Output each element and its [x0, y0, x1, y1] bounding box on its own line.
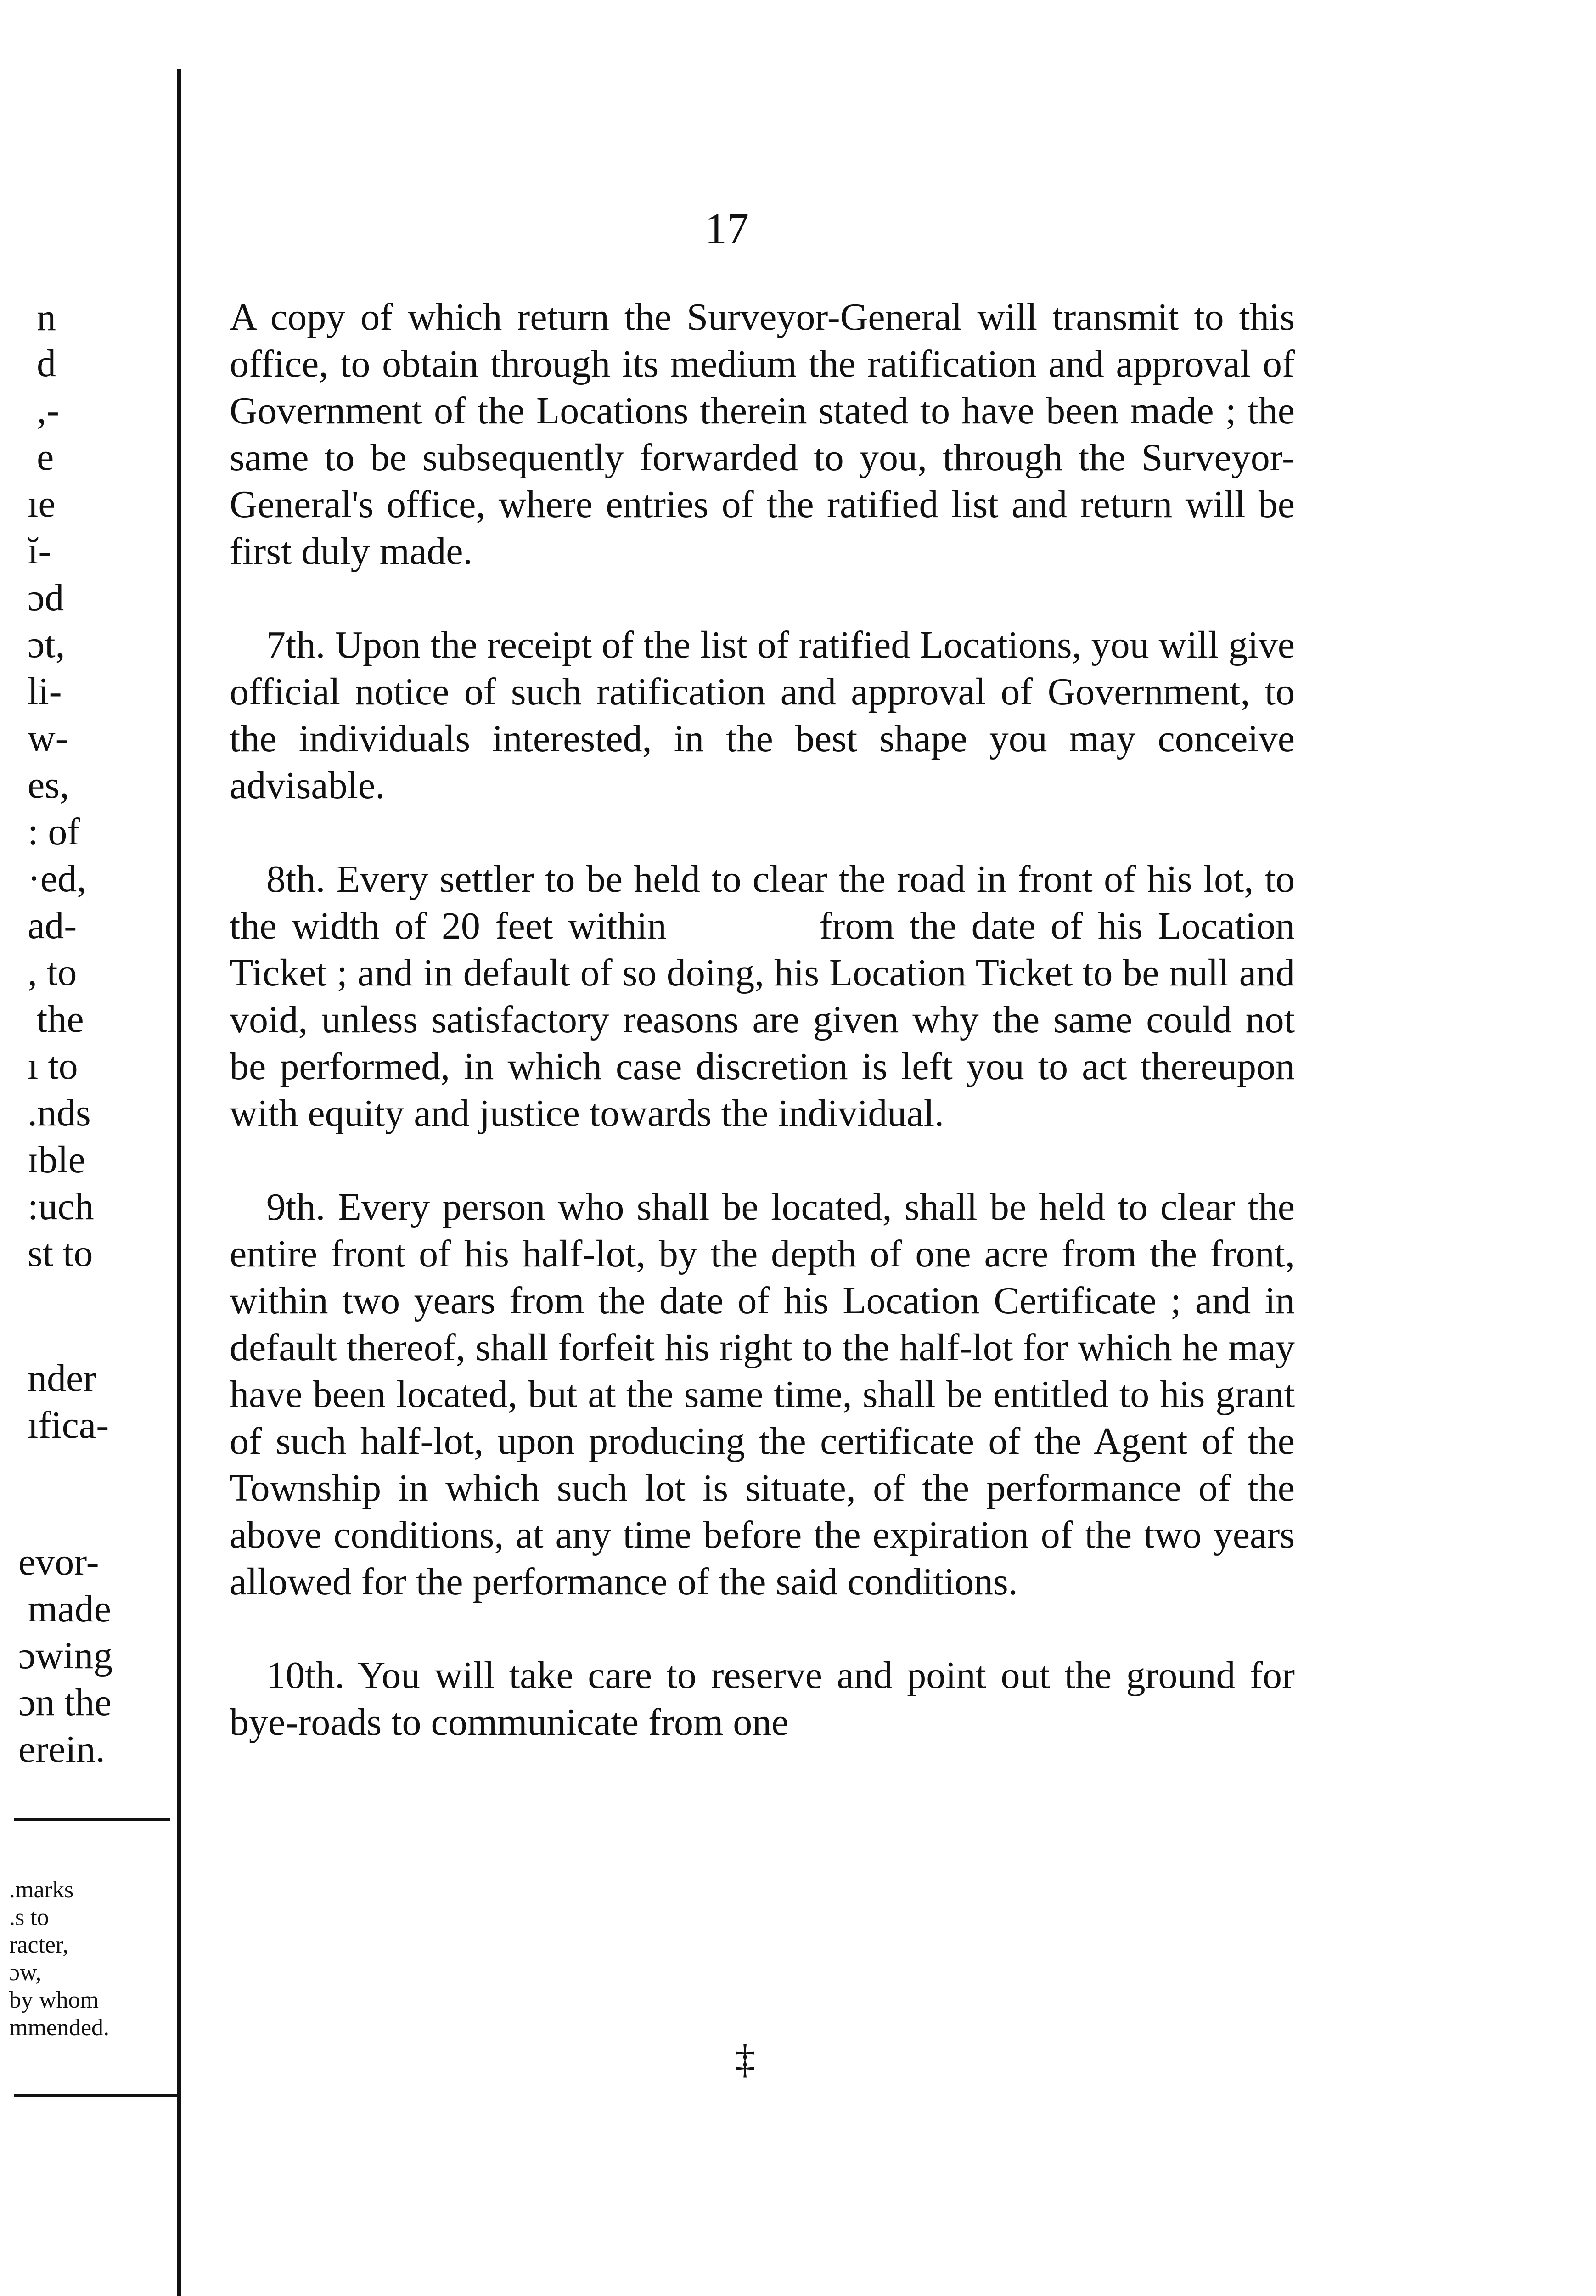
margin-fragment: ,-	[37, 389, 59, 432]
margin-fragment: ɪble	[28, 1138, 85, 1181]
margin-fragment: ·ed,	[28, 857, 87, 900]
margin-note-fragment: by whom	[9, 1987, 99, 2013]
margin-fragment: es,	[28, 764, 69, 806]
margin-note-fragment: ɔw,	[9, 1959, 42, 1986]
margin-fragment: ɔwing	[18, 1634, 113, 1677]
paragraph-8th-part-2: from the date of his Location Ticket ; and in default of so doing, his Location Ticket to be null and void, unless satisfactory reasons are given why the same could not be performed, in which case discretion is left you to act thereupon with equity and justice towards the individual.	[230, 905, 1295, 1135]
margin-fragment: evor-	[18, 1541, 99, 1583]
margin-fragment: , to	[28, 951, 77, 994]
margin-fragment: : of	[28, 810, 80, 853]
margin-divider-2	[14, 2094, 179, 2097]
margin-fragment: d	[37, 342, 56, 385]
margin-fragment: w-	[28, 717, 68, 760]
page-number: 17	[705, 204, 749, 253]
margin-note-fragment: mmended.	[9, 2015, 110, 2041]
adjacent-page-margin	[0, 0, 174, 2296]
margin-fragment: ı to	[28, 1045, 78, 1087]
margin-note-fragment: .marks	[9, 1877, 74, 1903]
page-body	[230, 294, 1295, 1746]
margin-fragment: li-	[28, 670, 62, 713]
paragraph-8th-part-1: 8th. Every settler to be held to clear the road in front of his lot, to the width of 20 feet within	[230, 858, 1295, 947]
paragraph-8th	[230, 856, 1295, 1137]
margin-fragment: st to	[28, 1232, 93, 1275]
margin-fragment: ɔn the	[18, 1681, 112, 1724]
margin-fragment: n	[37, 296, 56, 339]
margin-fragment: nder	[28, 1357, 96, 1400]
margin-fragment: ɔt,	[28, 623, 65, 666]
paragraph-9th: 9th. Every person who shall be located, shall be held to clear the entire front of his half-lot, by the depth of one acre from the front, within two years from the date of his Location Certificate ; and in default thereof, shall forfeit his right to the half-lot for which he may have been located, but at the same time, shall be entitled to his grant of such half-lot, upon producing the certificate of the Agent of the Township in which such lot is situate, of the performance of the above conditions, at any time before the expiration of the two years allowed for the performance of the said conditions.	[230, 1186, 1295, 1603]
page-gutter-rule	[177, 69, 181, 2296]
margin-fragment: e	[37, 436, 54, 478]
margin-divider-1	[14, 1818, 170, 1821]
margin-fragment: the	[37, 998, 84, 1041]
margin-fragment: ad-	[28, 904, 77, 947]
paragraph-6-continuation: A copy of which return the Surveyor-General will transmit to this office, to obtain through its medium the ratification and approval of Government of the Locations therein stated to have been made ; the same to be subsequently forwarded to you, through the Surveyor-General's office, where entries of the ratified list and return will be first duly made.	[230, 296, 1295, 573]
paragraph-10th: 10th. You will take care to reserve and point out the ground for bye-roads to communicate from one	[230, 1654, 1295, 1744]
margin-fragment: .nds	[28, 1092, 91, 1134]
margin-note-fragment: racter,	[9, 1932, 69, 1958]
margin-fragment: ĭ-	[28, 529, 51, 572]
margin-fragment: ıe	[28, 483, 56, 525]
margin-note-fragment: .s to	[9, 1904, 49, 1930]
margin-fragment: ɔd	[28, 576, 64, 619]
signature-mark: ‡	[735, 2037, 755, 2082]
margin-fragment: ıfica-	[28, 1404, 109, 1446]
margin-fragment: made	[28, 1587, 111, 1630]
margin-fragment: erein.	[18, 1728, 105, 1771]
paragraph-7th: 7th. Upon the receipt of the list of ratified Locations, you will give official notice of such ratification and approval of Government, to the individuals interested, in the best shape you may conceive advisable.	[230, 624, 1295, 807]
margin-fragment: :uch	[28, 1185, 94, 1228]
